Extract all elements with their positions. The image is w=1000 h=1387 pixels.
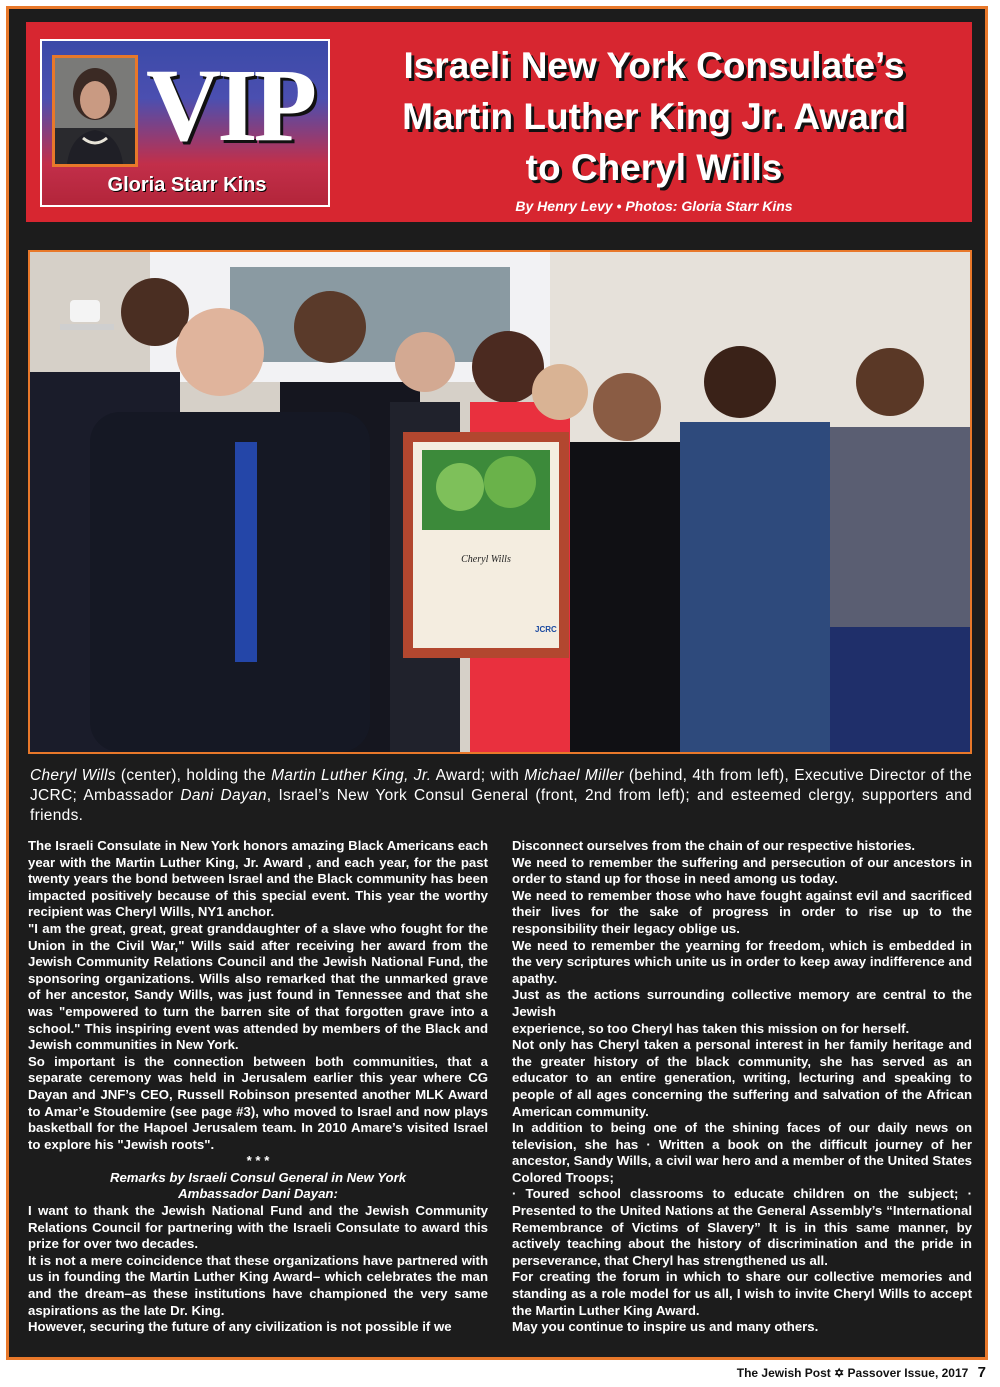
photo-caption — [30, 766, 972, 826]
paragraph: experience, so too Cheryl has taken this mission on for herself. — [512, 1020, 910, 1036]
paragraph: Not only has Cheryl taken a personal interest in her family heritage and the greater history of the black community, she has served as an educator to an entire generation, writing, lecturing and speaking to people of all ages concerning the suffering and salvation of the African American community. — [512, 1037, 972, 1119]
paragraph: However, securing the future of any civilization is not possible if we — [28, 1319, 452, 1335]
columnist-portrait — [52, 55, 138, 167]
paragraph: It is not a mere coincidence that these organizations have partnered with us in founding the Martin Luther King Award– which celebrates the man and the dream–as these institutions have championed the very same aspirations as the late Dr. King. — [28, 1252, 488, 1318]
paragraph: So important is the connection between both communities, that a separate ceremony was held in Jerusalem earlier this year where CG Dayan and JNF’s CEO, Russell Robinson presented another MLK Award to Amar’e Stoudemire (see page #3), who moved to Israel and now plays basketball for the Hapoel Jerusalem team. In 2010 Amare’s visited Israel to explore his "Jewish roots". — [28, 1053, 488, 1152]
caption-text-4: , Israel’s New York Consul General (front, 2nd from left); and esteemed clergy, supporters and friends. — [30, 787, 972, 824]
article-header — [26, 22, 972, 222]
portrait-image — [55, 58, 135, 164]
paragraph: The Israeli Consulate in New York honors amazing Black Americans each year with the Martin Luther King, Jr. Award , and each year, for the past twenty years the bond between Israel and the Black community has been impacted positively because of this special event. This year the worthy recipient was Cheryl Wills, NY1 anchor. — [28, 838, 488, 920]
column-left — [28, 838, 488, 1336]
paragraph: Just as the actions surrounding collective memory are central to the Jewish — [512, 987, 972, 1019]
headline-line-2: Martin Luther King Jr. Award — [402, 96, 906, 137]
publication-name: The Jewish Post — [736, 1366, 831, 1380]
group-photo-image — [30, 252, 970, 752]
star-of-david-icon: ✡ — [834, 1366, 845, 1380]
caption-name-dayan: Dani Dayan — [180, 787, 267, 804]
paragraph: · Toured school classrooms to educate children on the subject; · Presented to the United Nations at the General Assembly’s “International Remembrance of Victims of Slavery” It is in this same manner, by actively teaching about the history of discrimination and the pride in perseverance, that Cheryl has strengthened us all. — [512, 1186, 972, 1268]
headline-line-3: to Cheryl Wills — [525, 147, 783, 188]
headline — [344, 40, 964, 193]
paragraph: May you continue to inspire us and many others. — [512, 1319, 819, 1335]
caption-name-miller: Michael Miller — [524, 767, 624, 784]
paragraph: We need to remember the suffering and persecution of our ancestors in order to stand up for those in need among us today. — [512, 854, 972, 887]
page-footer — [737, 1364, 986, 1381]
vip-logo-text: VIP — [146, 48, 314, 163]
section-separator: * * * — [246, 1153, 270, 1169]
column-right — [512, 838, 972, 1336]
caption-name-wills: Cheryl Wills — [30, 767, 116, 784]
caption-text-3: (behind, 4th from left), Executive Director of the JCRC; Ambassador — [30, 767, 972, 804]
remarks-title-1: Remarks by Israeli Consul General in New York — [109, 1169, 407, 1185]
vip-box — [40, 39, 330, 207]
paragraph: I want to thank the Jewish National Fund and the Jewish Community Relations Council for partnering with the Israeli Consulate to award this prize for over two decades. — [28, 1203, 488, 1252]
group-photo — [28, 250, 972, 754]
paragraph: Disconnect ourselves from the chain of our respective histories. — [512, 838, 916, 853]
plaque-badge: JCRC — [535, 625, 557, 634]
paragraph: We need to remember the yearning for freedom, which is embedded in the very scriptures which unite us in order to keep away indifference and apathy. — [512, 937, 972, 986]
byline: By Henry Levy • Photos: Gloria Starr Kins — [515, 198, 793, 214]
headline-line-1: Israeli New York Consulate’s — [403, 45, 905, 86]
caption-text-2: Award; with — [431, 767, 525, 784]
page-number: 7 — [977, 1364, 986, 1381]
caption-text-1: (center), holding the — [115, 767, 272, 784]
article-body — [28, 838, 972, 1350]
columnist-name: Gloria Starr Kins — [107, 174, 267, 196]
paragraph: For creating the forum in which to share our collective memories and standing as a role model for us all, I wish to invite Cheryl Wills to accept the Martin Luther King Award. — [512, 1269, 972, 1318]
paragraph: "I am the great, great, great granddaughter of a slave who fought for the Union in the Civil War," Wills said after receiving her award from the Jewish Community Relations Council and the Jewish National Fund, the sponsoring organizations. Wills also remarked that the unmarked grave of her ancestor, Sandy Wills, was just found in Tennessee and that she was "empowered to turn the barren site of that forgotten grave into a school." This inspiring event was attended by members of the Black and Jewish communities in New York. — [28, 920, 488, 1053]
paragraph: We need to remember those who have fought against evil and sacrificed their lives for the sake of progress in order to rise up to the responsibility their legacy oblige us. — [512, 887, 972, 936]
remarks-title-2: Ambassador Dani Dayan: — [178, 1186, 338, 1202]
issue-name: Passover Issue, 2017 — [847, 1366, 969, 1380]
plaque-name: Cheryl Wills — [461, 554, 511, 565]
paragraph: In addition to being one of the shining faces of our daily news on television, she has · Written a book on the difficult journey of her ancestor, Sandy Wills, a civil war hero and a member of the United States Colored Troops; — [512, 1120, 972, 1185]
caption-award: Martin Luther King, Jr. — [271, 767, 432, 784]
